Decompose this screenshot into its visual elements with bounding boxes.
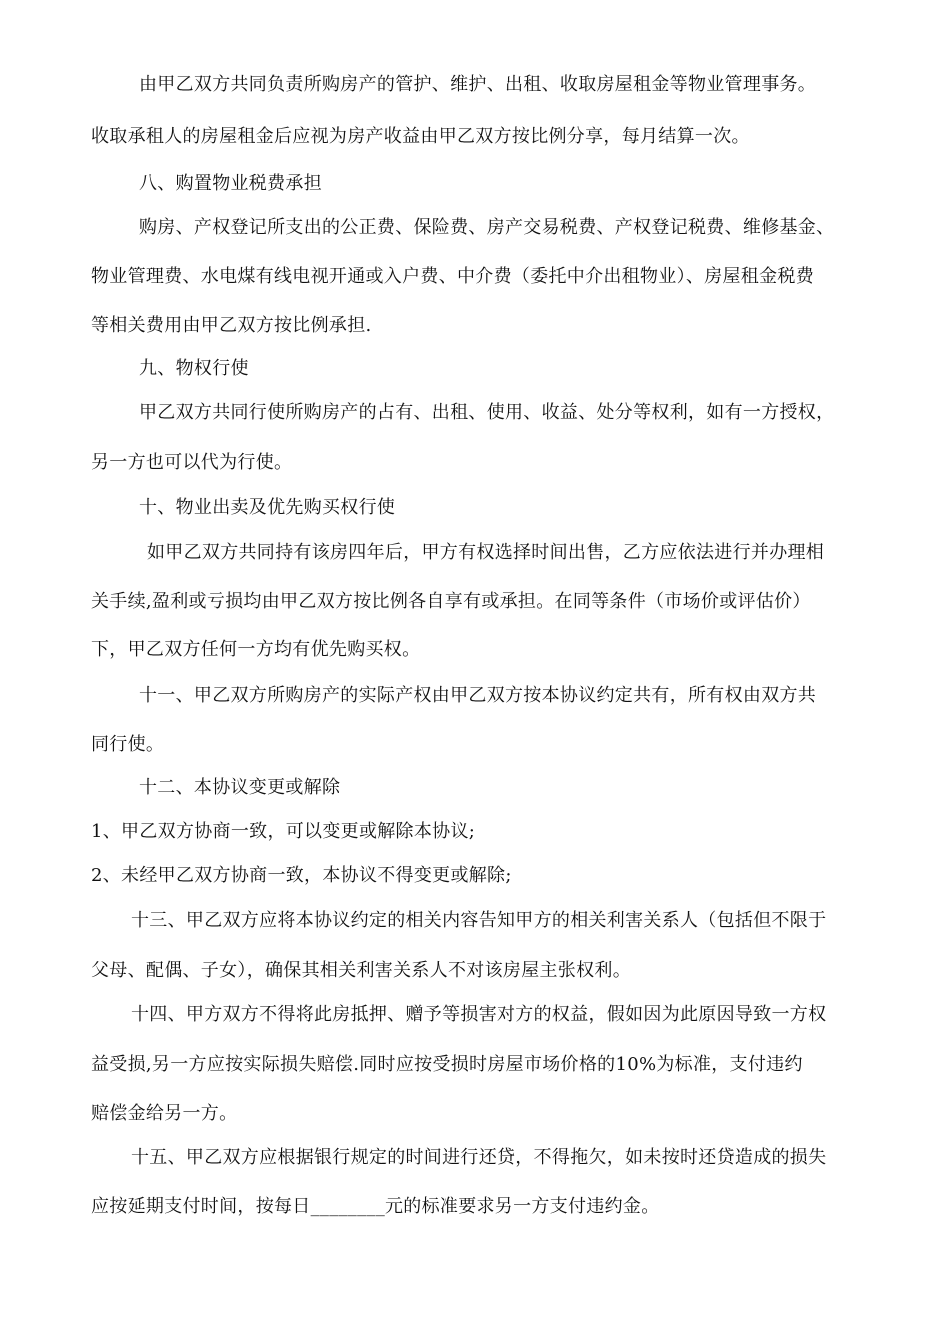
paragraph-line: 甲乙双方共同行使所购房产的占有、出租、使用、收益、处分等权利，如有一方授权，	[139, 402, 835, 423]
section-heading-15: 十五、甲乙双方应根据银行规定的时间进行还贷，不得拖欠，如未按时还贷造成的损失	[131, 1147, 827, 1168]
section-heading-13: 十三、甲乙双方应将本协议约定的相关内容告知甲方的相关利害关系人（包括但不限于	[131, 910, 827, 931]
paragraph-line: 下，甲乙双方任何一方均有优先购买权。	[91, 639, 421, 660]
list-item: 2、未经甲乙双方协商一致，本协议不得变更或解除;	[91, 865, 512, 886]
paragraph-line: 赔偿金给另一方。	[91, 1103, 238, 1124]
paragraph-line: 应按延期支付时间，按每日________元的标准要求另一方支付违约金。	[91, 1196, 660, 1217]
paragraph-line: 由甲乙双方共同负责所购房产的管护、维护、出租、收取房屋租金等物业管理事务。	[139, 74, 817, 95]
paragraph-line: 收取承租人的房屋租金后应视为房产收益由甲乙双方按比例分享，每月结算一次。	[91, 126, 750, 147]
paragraph-line: 父母、配偶、子女），确保其相关利害关系人不对该房屋主张权利。	[91, 960, 631, 981]
section-heading-12: 十二、本协议变更或解除	[139, 777, 341, 798]
paragraph-line: 等相关费用由甲乙双方按比例承担.	[91, 315, 372, 336]
paragraph-line: 购房、产权登记所支出的公正费、保险费、房产交易税费、产权登记税费、维修基金、	[139, 217, 835, 238]
section-heading-8: 八、购置物业税费承担	[139, 173, 322, 194]
list-item: 1、甲乙双方协商一致，可以变更或解除本协议;	[91, 821, 476, 842]
paragraph-line: 如甲乙双方共同持有该房四年后，甲方有权选择时间出售，乙方应依法进行并办理相	[147, 542, 825, 563]
paragraph-line: 物业管理费、水电煤有线电视开通或入户费、中介费（委托中介出租物业）、房屋租金税费	[91, 266, 814, 287]
paragraph-line: 另一方也可以代为行使。	[91, 452, 293, 473]
paragraph-line: 益受损,另一方应按实际损失赔偿.同时应按受损时房屋市场价格的10%为标准，支付违约	[91, 1054, 803, 1075]
paragraph-line: 同行使。	[91, 734, 165, 755]
section-heading-10: 十、物业出卖及优先购买权行使	[139, 497, 396, 518]
paragraph-line: 关手续,盈利或亏损均由甲乙双方按比例各自享有或承担。在同等条件（市场价或评估价）	[91, 591, 811, 612]
section-heading-11: 十一、甲乙双方所购房产的实际产权由甲乙双方按本协议约定共有，所有权由双方共	[139, 685, 817, 706]
section-heading-14: 十四、甲方双方不得将此房抵押、赠予等损害对方的权益，假如因为此原因导致一方权	[131, 1004, 827, 1025]
section-heading-9: 九、物权行使	[139, 358, 249, 379]
